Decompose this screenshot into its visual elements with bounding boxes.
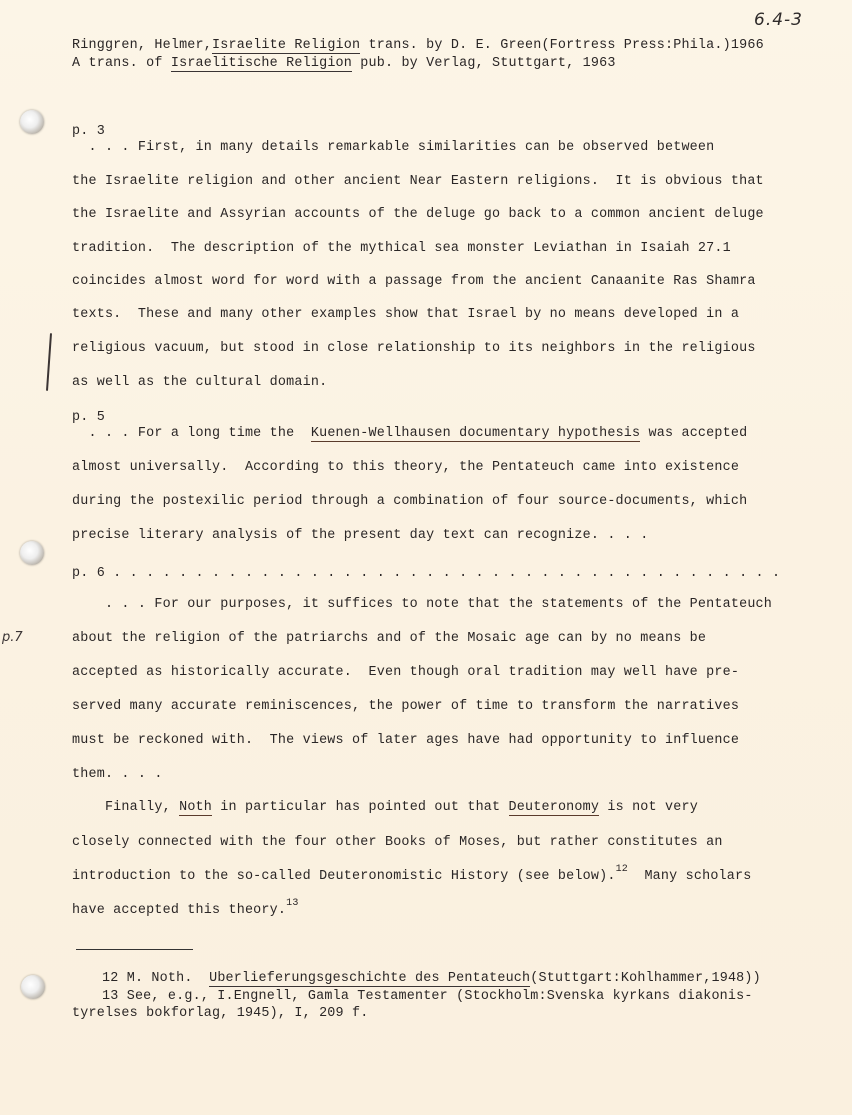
p7-line-3 (72, 864, 752, 886)
binder-hole-top (20, 110, 44, 134)
footnote-13-line-1: 13 See, e.g., I.Engnell, Gamla Testamenter (Stockholm:Svenska kyrkans diakonis- (102, 989, 753, 1004)
footnote-13-line-2: tyrelses bokforlag, 1945), I, 209 f. (72, 1006, 369, 1021)
page-label-p5: p. 5 (72, 410, 105, 425)
p6-line: served many accurate reminiscences, the power of time to transform the narratives (72, 699, 740, 714)
footnote-ref-13: 13 (286, 898, 299, 909)
p3-line: texts. These and many other examples show that Israel by no means developed in a (72, 307, 740, 322)
citation-line-1 (72, 38, 764, 54)
binder-hole-middle (20, 541, 44, 565)
p6-line: must be reckoned with. The views of later ages have had opportunity to influence (72, 733, 740, 748)
p5-line-1-end: was accepted (640, 426, 748, 441)
margin-label-p7: p.7 (2, 630, 23, 645)
p6-line: . . . For our purposes, it suffices to note that the statements of the Pentateuch (72, 597, 773, 612)
p7-line-1 (72, 800, 698, 816)
citation-author: Ringgren, Helmer, (72, 38, 213, 53)
p3-line: religious vacuum, but stood in close relationship to its neighbors in the religious (72, 341, 756, 356)
p7-line-1-end: is not very (599, 800, 698, 815)
p5-line: precise literary analysis of the present day text can recognize. . . . (72, 528, 649, 543)
p3-line: the Israelite religion and other ancient Near Eastern religions. It is obvious that (72, 174, 764, 189)
p5-line-1-start: . . . For a long time the (72, 426, 311, 441)
p6-line: them. . . . (72, 767, 163, 782)
p7-line-4 (72, 898, 299, 920)
p5-line: almost universally. According to this theory, the Pentateuch came into existence (72, 460, 740, 475)
original-publication: pub. by Verlag, Stuttgart, 1963 (352, 56, 616, 71)
p7-line-3-end: Many scholars (627, 869, 752, 884)
footnote-ref-12: 12 (615, 864, 628, 875)
p5-line-1 (72, 426, 747, 442)
p3-line: tradition. The description of the mythical sea monster Leviathan in Isaiah 27.1 (72, 241, 731, 256)
p3-line: as well as the cultural domain. (72, 375, 328, 390)
p3-line: coincides almost word for word with a passage from the ancient Canaanite Ras Shamra (72, 274, 756, 289)
binder-hole-bottom (21, 975, 45, 999)
p7-line-1-start: Finally, (72, 800, 180, 815)
footnote-12-publisher: (Stuttgart:Kohlhammer,1948)) (530, 971, 761, 986)
footnote-divider (76, 949, 193, 950)
citation-title: Israelite Religion (212, 38, 361, 53)
p7-line-3-text: introduction to the so-called Deuteronomistic History (see below). (72, 869, 616, 884)
footnote-12-title: Uberlieferungsgeschichte des Pentateuch (209, 971, 531, 986)
page-label-p6: p. 6 . . . . . . . . . . . . . . . . . . . . . . . . . . . . . . . . . . . . . . . . . (72, 566, 781, 581)
p6-line: accepted as historically accurate. Even though oral tradition may well have pre- (72, 665, 740, 680)
p3-line: . . . First, in many details remarkable similarities can be observed between (72, 140, 715, 155)
footnote-12 (102, 971, 761, 987)
p7-line-1-middle: in particular has pointed out that (212, 800, 509, 815)
underlined-deuteronomy: Deuteronomy (508, 800, 600, 815)
original-title: Israelitische Religion (170, 56, 353, 71)
p7-line-2: closely connected with the four other Books of Moses, but rather constitutes an (72, 835, 723, 850)
page-label-p3: p. 3 (72, 124, 105, 139)
citation-details: trans. by D. E. Green(Fortress Press:Phila.)1966 (360, 38, 764, 53)
footnote-12-author: 12 M. Noth. (102, 971, 210, 986)
corner-handwritten-note: 6.4-3 (754, 10, 803, 30)
p5-line: during the postexilic period through a combination of four source-documents, which (72, 494, 748, 509)
p7-line-4-text: have accepted this theory. (72, 903, 287, 918)
p3-line: the Israelite and Assyrian accounts of the deluge go back to a common ancient deluge (72, 207, 764, 222)
underlined-hypothesis: Kuenen-Wellhausen documentary hypothesis (310, 426, 641, 441)
p6-line: about the religion of the patriarchs and of the Mosaic age can by no means be (72, 631, 707, 646)
underlined-noth: Noth (179, 800, 213, 815)
original-title-prefix: A trans. of (72, 56, 171, 71)
citation-line-2 (72, 56, 616, 72)
margin-vertical-mark (46, 333, 52, 391)
